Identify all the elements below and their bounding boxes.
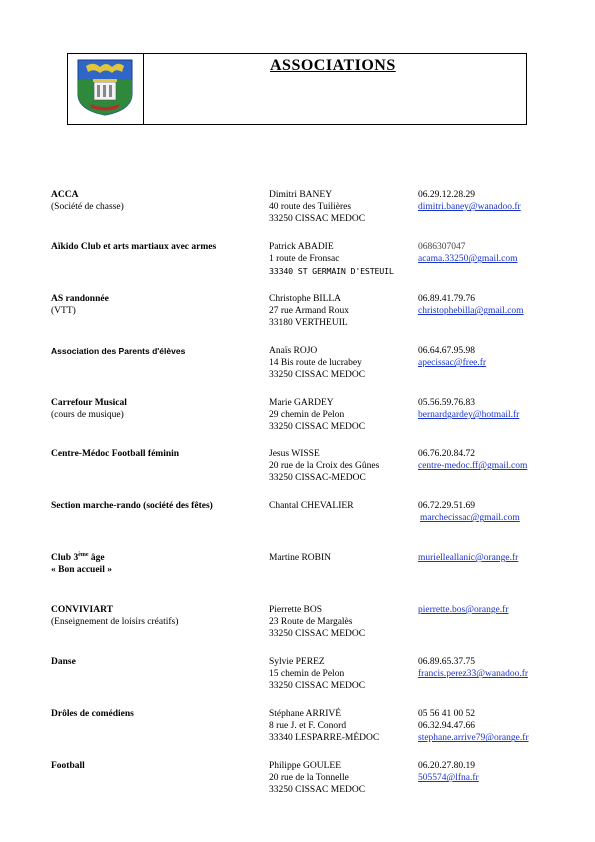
contact-address: 29 chemin de Pelon (269, 410, 345, 421)
contact-address: 20 rue de la Tonnelle (269, 773, 349, 784)
contact-name: Chantal CHEVALIER (269, 501, 354, 511)
contact-phone: 0686307047 (418, 242, 466, 252)
logo-cell (68, 54, 144, 124)
association-name: AS randonnée (51, 294, 109, 304)
contact-phone-secondary: 06.32.94.47.66 (418, 721, 475, 732)
contact-name: Marie GARDEY (269, 398, 334, 408)
contact-name: Pierrette BOS (269, 605, 323, 615)
association-name: Association des Parents d'élèves (51, 346, 186, 356)
header-box (67, 53, 527, 125)
association-name: Aïkido Club et arts martiaux avec armes (51, 242, 217, 252)
contact-phone: 06.64.67.95.98 (418, 346, 475, 356)
association-subtitle: « Bon accueil » (51, 565, 112, 576)
contact-phone: 06.20.27.80.19 (418, 761, 475, 771)
contact-city: 33250 CISSAC MEDOC (269, 629, 366, 640)
contact-email-link[interactable]: christophebilla@gmail.com (418, 306, 524, 317)
contact-name: Patrick ABADIE (269, 242, 334, 252)
contact-name: Anaïs ROJO (269, 346, 318, 356)
association-name: Football (51, 761, 85, 771)
contact-email-link[interactable]: pierrette.bos@orange.fr (418, 605, 509, 615)
contact-name: Christophe BILLA (269, 294, 342, 304)
contact-city: 33250 CISSAC MEDOC (269, 370, 366, 381)
contact-phone: 06.29.12.28.29 (418, 190, 475, 200)
contact-name: Stéphane ARRIVÉ (269, 709, 342, 719)
contact-name: Dimitri BANEY (269, 190, 333, 200)
association-name: Club 3ème âge (51, 551, 105, 563)
contact-city: 33250 CISSAC MEDOC (269, 681, 366, 692)
contact-phone: 06.89.65.37.75 (418, 657, 475, 667)
association-name: ACCA (51, 190, 79, 200)
contact-phone: 05 56 41 00 52 (418, 709, 475, 719)
contact-city: 33250 CISSAC MEDOC (269, 785, 366, 796)
contact-address: 40 route des Tuilières (269, 202, 352, 213)
contact-email-link[interactable]: dimitri.baney@wanadoo.fr (418, 202, 521, 213)
association-name: Centre-Médoc Football féminin (51, 449, 180, 459)
contact-city: 33340 LESPARRE-MÉDOC (269, 733, 380, 744)
contact-address: 1 route de Fronsac (269, 254, 340, 265)
contact-city: 33250 CISSAC-MEDOC (269, 473, 366, 484)
contact-name: Jesus WISSE (269, 449, 320, 459)
contact-name: Sylvie PEREZ (269, 657, 325, 667)
contact-phone: 06.72.29.51.69 (418, 501, 475, 511)
contact-email-link[interactable]: centre-medoc.ff@gmail.com (418, 461, 528, 472)
contact-address: 8 rue J. et F. Conord (269, 721, 347, 732)
contact-email-link[interactable]: bernardgardey@hotmail.fr (418, 410, 520, 421)
contact-address: 27 rue Armand Roux (269, 306, 349, 317)
association-subtitle: (Société de chasse) (51, 202, 124, 213)
association-name: Carrefour Musical (51, 398, 127, 408)
contact-address: 20 rue de la Croix des Gûnes (269, 461, 380, 472)
contact-email-link[interactable]: 505574@lfna.fr (418, 773, 479, 784)
contact-phone: 06.76.20.84.72 (418, 449, 475, 459)
contact-name: Philippe GOULEE (269, 761, 342, 771)
contact-email-link[interactable]: apecissac@free.fr (418, 358, 487, 369)
contact-city: 33250 CISSAC MEDOC (269, 214, 366, 225)
contact-address: 15 chemin de Pelon (269, 669, 345, 680)
association-subtitle: (Enseignement de loisirs créatifs) (51, 617, 179, 628)
association-name: CONVIVIART (51, 605, 113, 615)
contact-city: 33180 VERTHEUIL (269, 318, 348, 329)
contact-address: 14 Bis route de lucrabey (269, 358, 362, 369)
contact-email-link[interactable]: marchecissac@gmail.com (420, 513, 520, 524)
association-subtitle: (VTT) (51, 306, 76, 317)
page-title: ASSOCIATIONS (270, 57, 396, 74)
contact-phone: 05.56.59.76.83 (418, 398, 475, 408)
contact-email-link[interactable]: murielleallanic@orange.fr (418, 553, 519, 563)
contact-name: Martine ROBIN (269, 553, 332, 563)
association-name: Section marche-rando (société des fêtes) (51, 501, 213, 511)
contact-phone: 06.89.41.79.76 (418, 294, 475, 304)
coat-of-arms-logo (76, 58, 134, 116)
contact-email-link[interactable]: francis.perez33@wanadoo.fr (418, 669, 529, 680)
contact-city: 33340 ST GERMAIN D'ESTEUIL (269, 266, 394, 277)
association-subtitle: (cours de musique) (51, 410, 124, 421)
contact-city: 33250 CISSAC MEDOC (269, 422, 366, 433)
association-name: Danse (51, 657, 76, 667)
contact-address: 23 Route de Margalès (269, 617, 353, 628)
association-name: Drôles de comédiens (51, 709, 134, 719)
contact-email-link[interactable]: stephane.arrive79@orange.fr (418, 733, 529, 744)
contact-email-link[interactable]: acama.33250@gmail.com (418, 254, 518, 265)
